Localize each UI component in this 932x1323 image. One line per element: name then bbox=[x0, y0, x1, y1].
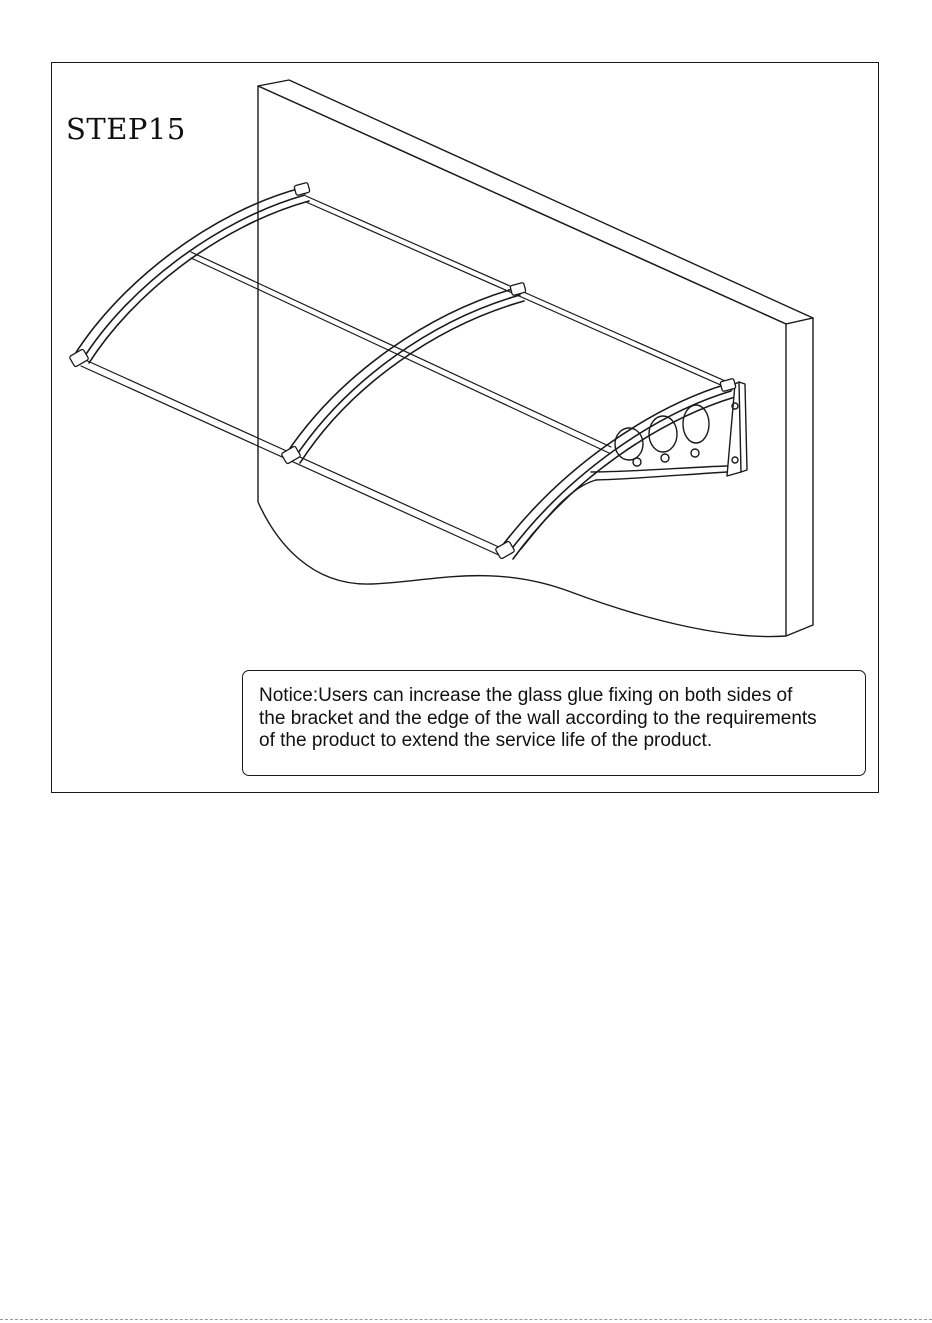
page-bottom-rule bbox=[0, 1319, 932, 1320]
notice-box bbox=[242, 670, 866, 776]
notice-line-3: of the product to extend the service life of the product. bbox=[259, 730, 713, 751]
wall-icon bbox=[258, 80, 813, 637]
notice-line-2: the bracket and the edge of the wall according to the requirements bbox=[259, 707, 817, 729]
step-title: STEP15 bbox=[66, 112, 186, 146]
notice-line-1: Notice:Users can increase the glass glue fixing on both sides of bbox=[259, 685, 793, 706]
